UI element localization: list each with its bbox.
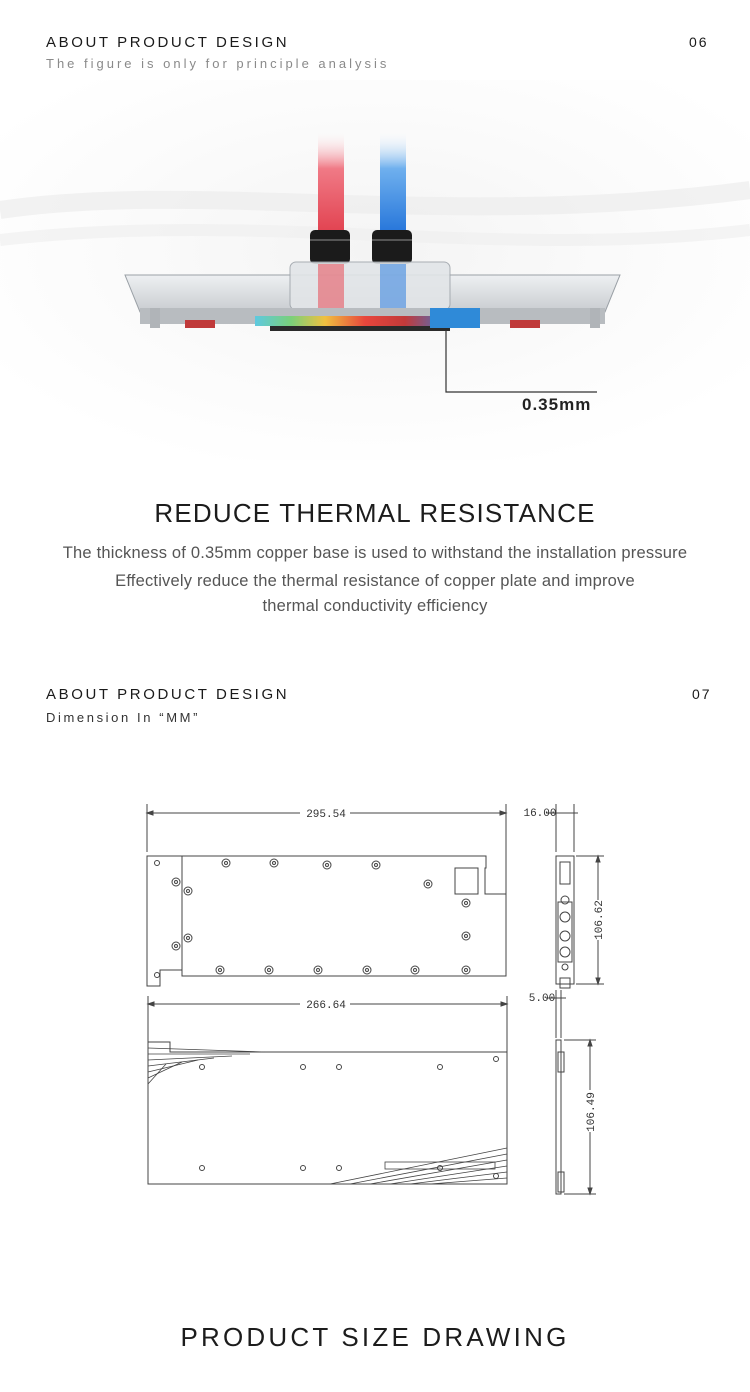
dim-front-height: 106.62 <box>594 900 606 940</box>
dim-front-depth: 16.00 <box>523 808 557 820</box>
hot-tube <box>318 130 344 240</box>
section-title: ABOUT PRODUCT DESIGN <box>46 34 290 51</box>
front-side-profile <box>556 856 574 984</box>
waterblock-illustration <box>0 80 750 460</box>
thermal-line-1: The thickness of 0.35mm copper base is used to withstand the installation pressure <box>62 544 688 562</box>
dim-back-height: 106.49 <box>586 1092 598 1132</box>
dimension-drawing-svg <box>0 790 750 1210</box>
waterblock-svg <box>0 80 750 460</box>
thickness-callout: 0.35mm <box>522 395 592 414</box>
section-title-2: ABOUT PRODUCT DESIGN <box>46 686 290 703</box>
dim-back-width: 266.64 <box>306 1000 346 1012</box>
cold-tube <box>380 130 406 240</box>
dimension-drawing <box>0 790 750 1210</box>
copper-base <box>270 326 450 331</box>
front-screw-holes <box>155 859 471 978</box>
section-subtitle: The figure is only for principle analysis <box>46 56 390 71</box>
dim-front-width: 295.54 <box>306 809 346 821</box>
section-number: 06 <box>689 34 709 50</box>
thermal-headline: REDUCE THERMAL RESISTANCE <box>154 498 596 528</box>
size-drawing-headline: PRODUCT SIZE DRAWING <box>180 1322 570 1352</box>
section-subtitle-2: Dimension In “MM” <box>46 710 200 725</box>
back-plate-outline <box>148 1042 507 1184</box>
thermal-line-2: Effectively reduce the thermal resistance of copper plate and improve <box>115 572 635 590</box>
thermal-line-3: thermal conductivity efficiency <box>262 597 488 615</box>
back-screw-holes <box>200 1057 499 1179</box>
dim-back-depth: 5.00 <box>528 993 556 1005</box>
section-number-2: 07 <box>692 686 712 702</box>
front-plate-outline <box>147 856 506 986</box>
